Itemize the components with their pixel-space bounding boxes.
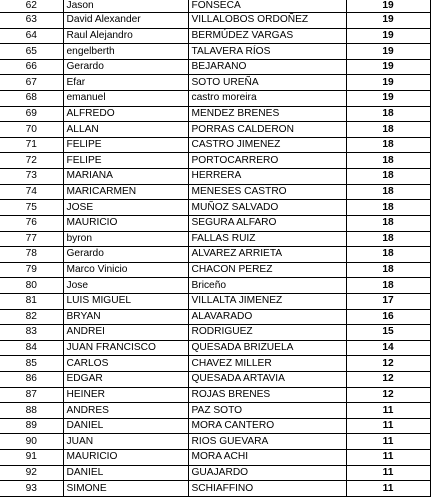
row-number-cell: 84 — [0, 340, 63, 356]
row-number-cell: 92 — [0, 465, 63, 481]
row-number-cell: 86 — [0, 372, 63, 388]
last-name-cell: castro moreira — [188, 91, 346, 107]
last-name-cell: QUESADA BRIZUELA — [188, 340, 346, 356]
score-cell: 19 — [346, 91, 430, 107]
last-name-cell: RIOS GUEVARA — [188, 434, 346, 450]
last-name-cell: RODRIGUEZ — [188, 325, 346, 341]
table-row — [0, 0, 430, 13]
last-name-cell: ROJAS BRENES — [188, 387, 346, 403]
last-name-cell: FALLAS RUIZ — [188, 231, 346, 247]
score-cell: 19 — [346, 13, 430, 29]
table-row — [0, 450, 430, 466]
score-cell: 18 — [346, 122, 430, 138]
score-cell: 19 — [346, 44, 430, 60]
score-cell: 11 — [346, 465, 430, 481]
first-name-cell: DANIEL — [63, 418, 188, 434]
table-row — [0, 231, 430, 247]
table-row — [0, 293, 430, 309]
table-row — [0, 28, 430, 44]
table-row — [0, 91, 430, 107]
table-row — [0, 403, 430, 419]
first-name-cell: Efar — [63, 75, 188, 91]
score-cell: 14 — [346, 340, 430, 356]
row-number-cell: 82 — [0, 309, 63, 325]
last-name-cell: SOTO UREÑA — [188, 75, 346, 91]
row-number-cell: 62 — [0, 0, 63, 13]
last-name-cell: QUESADA ARTAVIA — [188, 372, 346, 388]
first-name-cell: SIMONE — [63, 481, 188, 497]
row-number-cell: 83 — [0, 325, 63, 341]
first-name-cell: HEINER — [63, 387, 188, 403]
row-number-cell: 93 — [0, 481, 63, 497]
first-name-cell: engelberth — [63, 44, 188, 60]
score-cell: 18 — [346, 215, 430, 231]
row-number-cell: 77 — [0, 231, 63, 247]
score-cell: 11 — [346, 418, 430, 434]
first-name-cell: MARICARMEN — [63, 184, 188, 200]
score-cell: 11 — [346, 481, 430, 497]
first-name-cell: JOSE — [63, 200, 188, 216]
row-number-cell: 67 — [0, 75, 63, 91]
first-name-cell: MARIANA — [63, 169, 188, 185]
table-row — [0, 106, 430, 122]
first-name-cell: Raul Alejandro — [63, 28, 188, 44]
last-name-cell: PORTOCARRERO — [188, 153, 346, 169]
last-name-cell: TALAVERA RÍOS — [188, 44, 346, 60]
last-name-cell: HERRERA — [188, 169, 346, 185]
last-name-cell: PAZ SOTO — [188, 403, 346, 419]
score-cell: 16 — [346, 309, 430, 325]
row-number-cell: 70 — [0, 122, 63, 138]
score-cell: 12 — [346, 356, 430, 372]
row-number-cell: 79 — [0, 262, 63, 278]
row-number-cell: 73 — [0, 169, 63, 185]
score-cell: 19 — [346, 0, 430, 13]
table-row — [0, 418, 430, 434]
table-row — [0, 356, 430, 372]
last-name-cell: Briceño — [188, 278, 346, 294]
table-row — [0, 184, 430, 200]
first-name-cell: emanuel — [63, 91, 188, 107]
last-name-cell: SCHIAFFINO — [188, 481, 346, 497]
first-name-cell: JUAN FRANCISCO — [63, 340, 188, 356]
first-name-cell: DANIEL — [63, 465, 188, 481]
row-number-cell: 85 — [0, 356, 63, 372]
score-cell: 18 — [346, 137, 430, 153]
row-number-cell: 63 — [0, 13, 63, 29]
row-number-cell: 76 — [0, 215, 63, 231]
score-cell: 12 — [346, 387, 430, 403]
table-row — [0, 465, 430, 481]
last-name-cell: PORRAS CALDERON — [188, 122, 346, 138]
score-cell: 18 — [346, 200, 430, 216]
last-name-cell: MORA CANTERO — [188, 418, 346, 434]
first-name-cell: ALLAN — [63, 122, 188, 138]
table-row — [0, 434, 430, 450]
last-name-cell: VILLALOBOS ORDOÑEZ — [188, 13, 346, 29]
row-number-cell: 74 — [0, 184, 63, 200]
first-name-cell: Marco Vinicio — [63, 262, 188, 278]
score-cell: 11 — [346, 434, 430, 450]
first-name-cell: ANDRES — [63, 403, 188, 419]
first-name-cell: MAURICIO — [63, 215, 188, 231]
table-row — [0, 278, 430, 294]
row-number-cell: 89 — [0, 418, 63, 434]
table-row — [0, 309, 430, 325]
score-cell: 18 — [346, 247, 430, 263]
table-row — [0, 247, 430, 263]
row-number-cell: 72 — [0, 153, 63, 169]
table-row — [0, 215, 430, 231]
first-name-cell: EDGAR — [63, 372, 188, 388]
row-number-cell: 80 — [0, 278, 63, 294]
table-row — [0, 481, 430, 497]
first-name-cell: ALFREDO — [63, 106, 188, 122]
score-cell: 15 — [346, 325, 430, 341]
score-cell: 19 — [346, 75, 430, 91]
row-number-cell: 78 — [0, 247, 63, 263]
table-row — [0, 340, 430, 356]
score-cell: 19 — [346, 28, 430, 44]
first-name-cell: Gerardo — [63, 247, 188, 263]
table-row — [0, 153, 430, 169]
last-name-cell: FONSECA — [188, 0, 346, 13]
table-row — [0, 122, 430, 138]
first-name-cell: byron — [63, 231, 188, 247]
first-name-cell: JUAN — [63, 434, 188, 450]
row-number-cell: 68 — [0, 91, 63, 107]
row-number-cell: 88 — [0, 403, 63, 419]
last-name-cell: BEJARANO — [188, 59, 346, 75]
row-number-cell: 81 — [0, 293, 63, 309]
table-row — [0, 387, 430, 403]
last-name-cell: MENDEZ BRENES — [188, 106, 346, 122]
score-cell: 18 — [346, 262, 430, 278]
row-number-cell: 65 — [0, 44, 63, 60]
table-row — [0, 372, 430, 388]
row-number-cell: 91 — [0, 450, 63, 466]
score-cell: 12 — [346, 372, 430, 388]
row-number-cell: 66 — [0, 59, 63, 75]
first-name-cell: FELIPE — [63, 137, 188, 153]
last-name-cell: BERMÚDEZ VARGAS — [188, 28, 346, 44]
first-name-cell: MAURICIO — [63, 450, 188, 466]
score-cell: 18 — [346, 153, 430, 169]
first-name-cell: Gerardo — [63, 59, 188, 75]
table-row — [0, 13, 430, 29]
row-number-cell: 90 — [0, 434, 63, 450]
row-number-cell: 75 — [0, 200, 63, 216]
table-row — [0, 137, 430, 153]
score-cell: 18 — [346, 231, 430, 247]
last-name-cell: CASTRO JIMENEZ — [188, 137, 346, 153]
last-name-cell: CHACON PEREZ — [188, 262, 346, 278]
first-name-cell: Jose — [63, 278, 188, 294]
first-name-cell: Jason — [63, 0, 188, 13]
table-row — [0, 44, 430, 60]
row-number-cell: 64 — [0, 28, 63, 44]
last-name-cell: VILLALTA JIMENEZ — [188, 293, 346, 309]
table-row — [0, 262, 430, 278]
score-cell: 11 — [346, 450, 430, 466]
table-row — [0, 169, 430, 185]
table-row — [0, 200, 430, 216]
row-number-cell: 71 — [0, 137, 63, 153]
last-name-cell: SEGURA ALFARO — [188, 215, 346, 231]
last-name-cell: GUAJARDO — [188, 465, 346, 481]
table-row — [0, 325, 430, 341]
row-number-cell: 87 — [0, 387, 63, 403]
row-number-cell: 69 — [0, 106, 63, 122]
last-name-cell: CHAVEZ MILLER — [188, 356, 346, 372]
score-cell: 18 — [346, 169, 430, 185]
score-cell: 19 — [346, 59, 430, 75]
first-name-cell: BRYAN — [63, 309, 188, 325]
score-cell: 18 — [346, 278, 430, 294]
last-name-cell: MORA ACHI — [188, 450, 346, 466]
last-name-cell: ALVAREZ ARRIETA — [188, 247, 346, 263]
score-cell: 18 — [346, 106, 430, 122]
first-name-cell: LUIS MIGUEL — [63, 293, 188, 309]
first-name-cell: ANDREI — [63, 325, 188, 341]
first-name-cell: CARLOS — [63, 356, 188, 372]
first-name-cell: David Alexander — [63, 13, 188, 29]
first-name-cell: FELIPE — [63, 153, 188, 169]
table-row — [0, 75, 430, 91]
last-name-cell: MENESES CASTRO — [188, 184, 346, 200]
last-name-cell: MUÑOZ SALVADO — [188, 200, 346, 216]
score-cell: 11 — [346, 403, 430, 419]
score-cell: 17 — [346, 293, 430, 309]
last-name-cell: ALAVARADO — [188, 309, 346, 325]
table-row — [0, 59, 430, 75]
score-cell: 18 — [346, 184, 430, 200]
